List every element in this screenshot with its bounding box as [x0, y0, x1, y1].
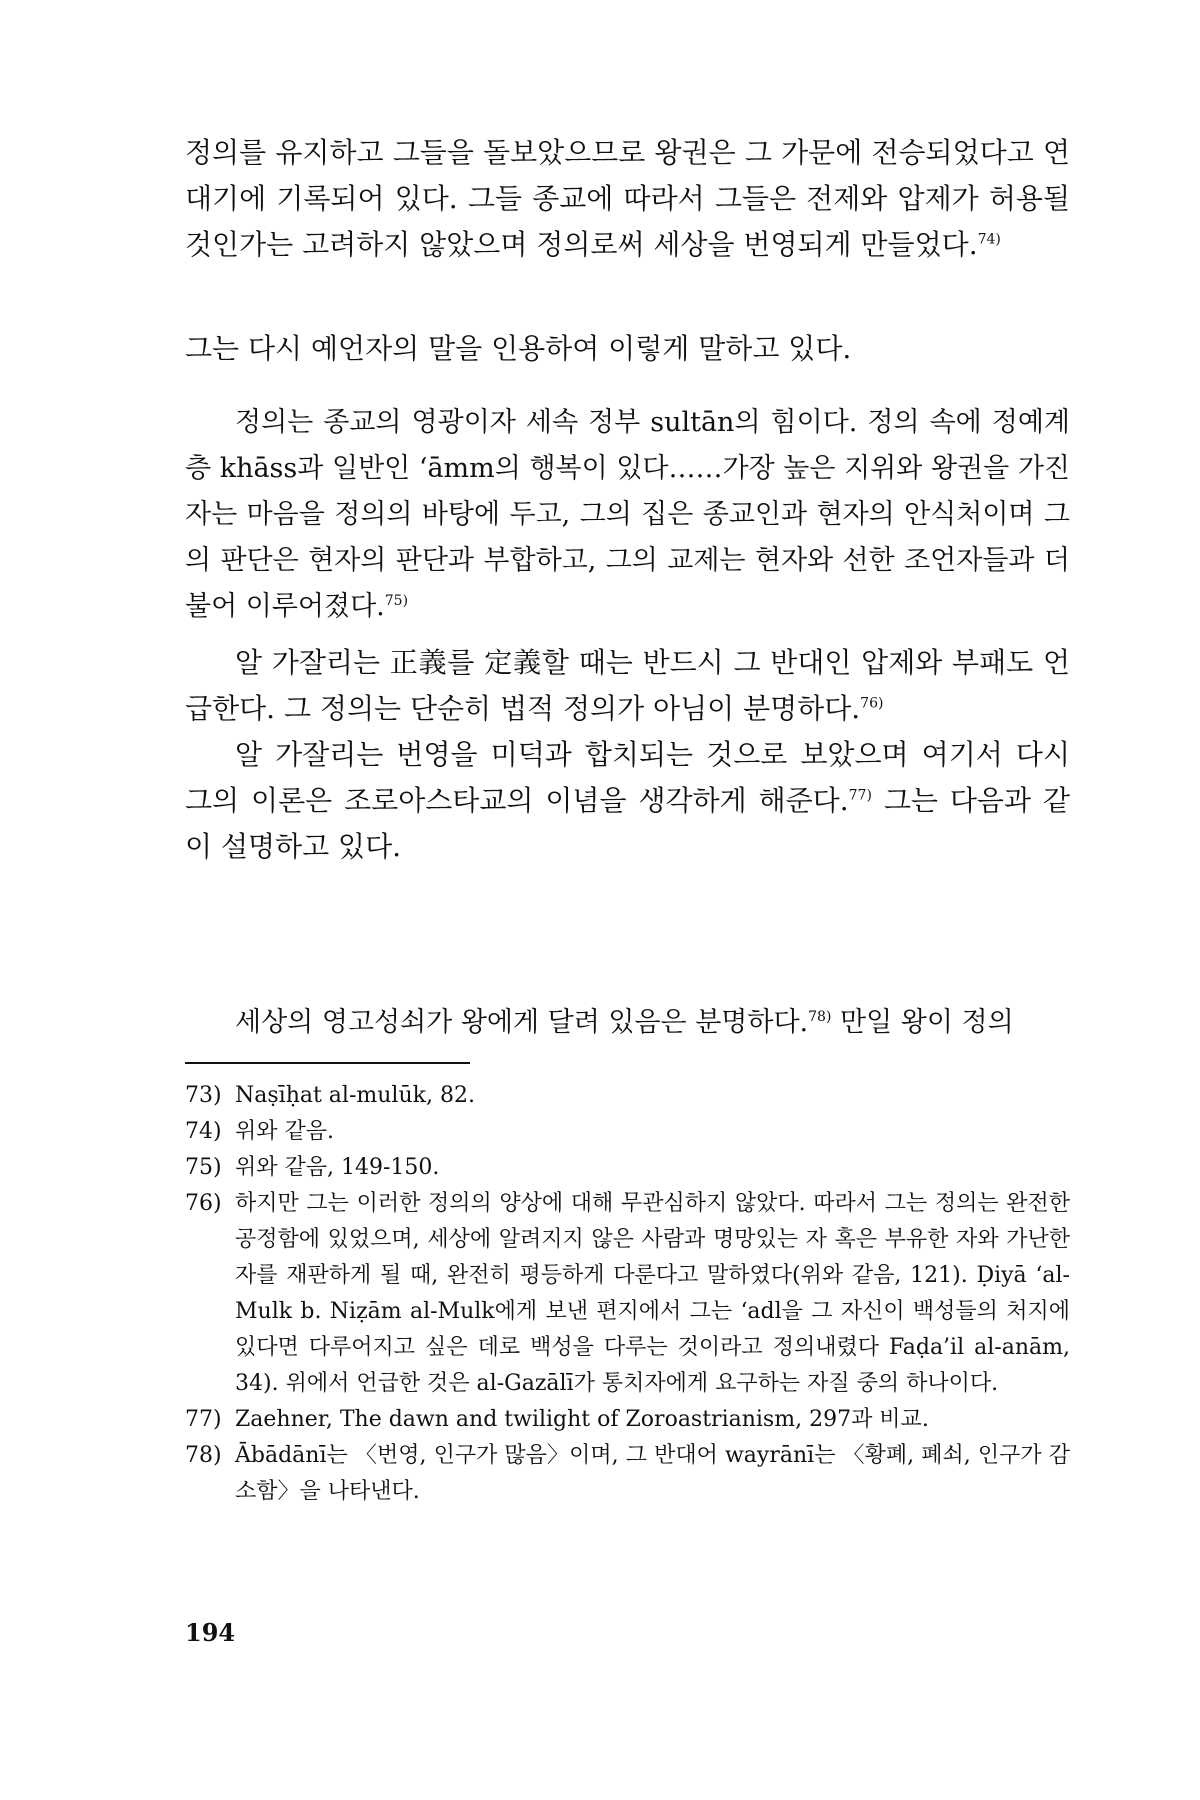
footnote-number: 78) — [185, 1443, 222, 1468]
footnote-76 — [185, 1186, 1070, 1402]
footnote-number: 75) — [185, 1155, 222, 1180]
footnote-divider — [185, 1062, 470, 1064]
quote-text: 세상의 영고성쇠가 왕에게 달려 있음은 분명하다. — [235, 1007, 809, 1038]
body-paragraph-2 — [185, 326, 1070, 372]
footnote-text: Zaehner, The dawn and twilight of Zoroastrianism, 297과 비교. — [235, 1407, 929, 1432]
quote-text: 정의는 종교의 영광이자 세속 정부 sultān의 힘이다. 정의 속에 정예계층 khāss과 일반인 ‘āmm의 행복이 있다……가장 높은 지위와 왕권을 가진 자는 마음을 정의의 바탕에 두고, 그의 집은 종교인과 현자의 안식처이며 그의 판단은 현자의 판단과 부합하고, 그의 교제는 현자와 선한 조언자들과 더불어 이루어졌다. — [185, 407, 1070, 622]
footnote-number: 76) — [185, 1191, 222, 1216]
footnote-text: 위와 같음, 149-150. — [235, 1155, 440, 1180]
paragraph-text: 알 가잘리는 正義를 定義할 때는 반드시 그 반대인 압제와 부패도 언급한다. 그 정의는 단순히 법적 정의가 아님이 분명하다. — [185, 646, 1070, 725]
paragraph-text-continued: 그는 다음과 같이 설명하고 있다. — [185, 784, 1070, 863]
body-paragraph-1 — [185, 130, 1070, 268]
footnote-ref-76[interactable]: 76) — [860, 695, 884, 712]
footnote-number: 74) — [185, 1119, 222, 1144]
body-paragraph-3 — [185, 640, 1070, 732]
paragraph-text: 정의를 유지하고 그들을 돌보았으므로 왕권은 그 가문에 전승되었다고 연대기에 기록되어 있다. 그들 종교에 따라서 그들은 전제와 압제가 허용될 것인가는 고려하지 않았으며 정의로써 세상을 번영되게 만들었다. — [185, 136, 1070, 261]
footnote-78 — [185, 1438, 1070, 1510]
body-paragraph-4 — [185, 732, 1070, 870]
footnote-list — [185, 1078, 1070, 1510]
block-quote-1 — [185, 400, 1070, 630]
footnote-ref-75[interactable]: 75) — [384, 593, 409, 609]
block-quote-2 — [185, 1000, 1070, 1046]
footnote-number: 77) — [185, 1407, 222, 1432]
footnote-text: Naṣīḥat al-mulūk, 82. — [235, 1083, 475, 1108]
page-number: 194 — [185, 1618, 236, 1647]
footnote-text: 위와 같음. — [235, 1119, 334, 1144]
footnote-74 — [185, 1114, 1070, 1150]
footnote-73 — [185, 1078, 1070, 1114]
paragraph-text: 그는 다시 예언자의 말을 인용하여 이렇게 말하고 있다. — [185, 332, 852, 365]
paragraph-text: 알 가잘리는 번영을 미덕과 합치되는 것으로 보았으며 여기서 다시 그의 이론은 조로아스타교의 이념을 생각하게 해준다. — [185, 738, 1070, 817]
footnote-77 — [185, 1402, 1070, 1438]
footnote-ref-74[interactable]: 74) — [977, 231, 1001, 248]
quote-text-continued: 만일 왕이 정의 — [831, 1007, 1014, 1038]
footnote-text: 하지만 그는 이러한 정의의 양상에 대해 무관심하지 않았다. 따라서 그는 정의는 완전한 공정함에 있었으며, 세상에 알려지지 않은 사람과 명망있는 자 혹은 부유한 자와 가난한 자를 재판하게 될 때, 완전히 평등하게 다룬다고 말하였다(위와 같음, 121). Ḍiyā ‘al-Mulk b. Niẓām al-Mulk에게 보낸 편지에서 그는 ‘adl을 그 자신이 백성들의 처지에 있다면 다루어지고 싶은 데로 백성을 다루는 것이라고 정의내렸다 Faḍa’il al-anām, 34). 위에서 언급한 것은 al-Gazālī가 통치자에게 요구하는 자질 중의 하나이다. — [235, 1191, 1070, 1396]
footnote-ref-78[interactable]: 78) — [808, 1009, 832, 1025]
footnote-number: 73) — [185, 1083, 222, 1108]
footnote-text: Ābādānī는 〈번영, 인구가 많음〉이며, 그 반대어 wayrānī는 〈황폐, 폐쇠, 인구가 감소함〉을 나타낸다. — [235, 1443, 1070, 1504]
footnote-ref-77[interactable]: 77) — [848, 787, 872, 804]
footnote-75 — [185, 1150, 1070, 1186]
